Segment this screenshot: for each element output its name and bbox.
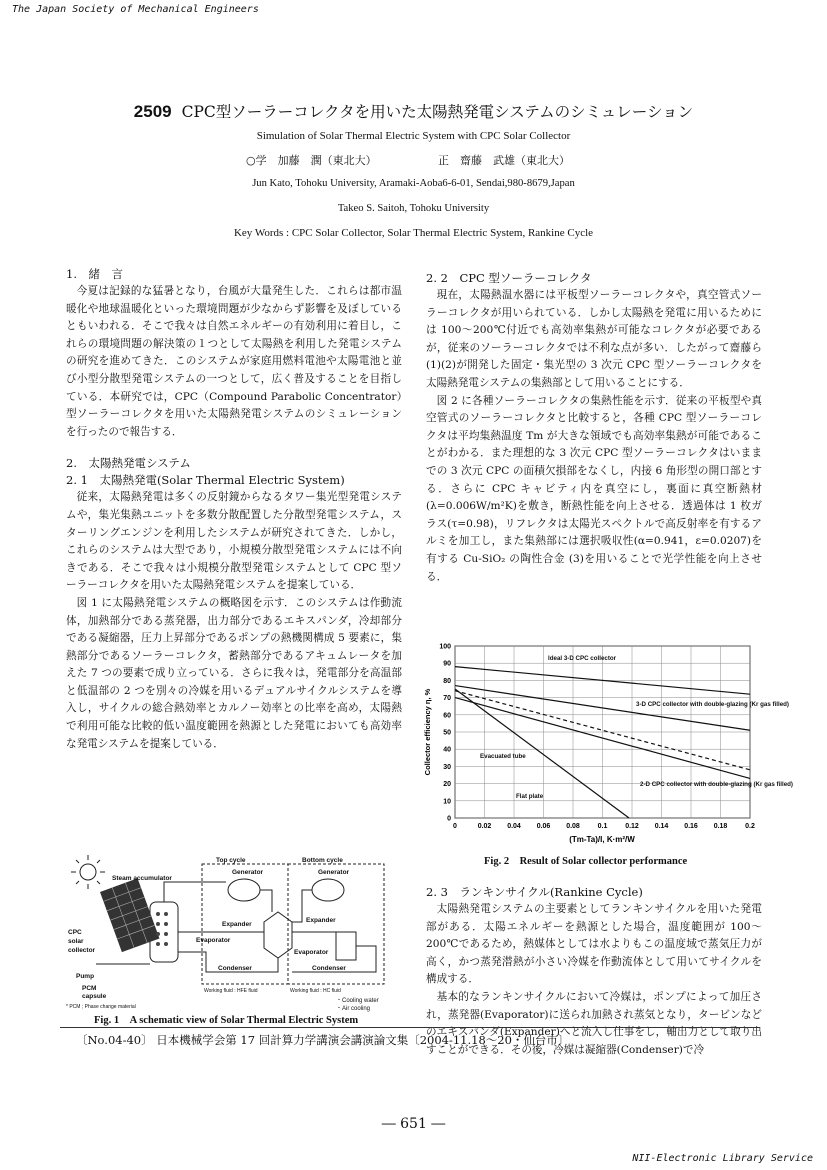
label-air-cooling: ・Air cooling (336, 1006, 371, 1012)
title-en: Simulation of Solar Thermal Electric System with CPC Solar Collector (256, 130, 571, 142)
label-steam-accumulator: Steam accumulator (112, 875, 172, 882)
heading-intro: 1. 緒 言 (66, 267, 123, 281)
y-tick-label: 70 (443, 695, 451, 703)
label-generator-bottom: Generator (318, 869, 350, 876)
footer-rule (60, 1027, 760, 1028)
journal-header: The Japan Society of Mechanical Engineers (12, 4, 259, 15)
x-tick-label: 0.04 (507, 823, 521, 830)
label-cpc-3: collector (68, 947, 96, 954)
sun-icon (80, 864, 96, 880)
author1: ○学 加藤 潤（東北大） (246, 154, 377, 167)
x-tick-label: 0.2 (745, 823, 755, 830)
x-tick-label: 0.16 (684, 823, 698, 830)
service-footer: NII-Electronic Library Service (632, 1153, 813, 1164)
x-tick-label: 0.12 (625, 823, 639, 830)
bottom-generator (312, 879, 344, 901)
label-bottom-cycle: Bottom cycle (302, 857, 343, 864)
y-tick-label: 90 (443, 660, 451, 668)
para-2-2a: 現在，太陽熱温水器には平板型ソーラーコレクタや，真空管式ソーラーコレクタが用いられている．しかし太陽熱を発電に用いるためには 100～200℃付近でも高効率集熱が可能なコレクタが必要であるが，従来のソーラーコレクタでは不利な点が多い．したがって齋藤ら (1)(2)が開発した固定・集光型の 3 次元 CPC 型ソーラーコレクタを太陽熱発電システムの集熱部として用いることにする． (426, 289, 762, 389)
y-tick-label: 80 (443, 677, 451, 685)
figure-2-caption: Fig. 2 Result of Solar collector performance (484, 856, 688, 867)
para-2-3b: 基本的なランキンサイクルにおいて冷媒は，ポンプによって加圧され，蒸発器(Evaporator)に送られ加熱され蒸気となり，タービンなどのエキスパンダ(Expander)へと流入し仕事をし，軸出力として取り出すことができる．その後，冷媒は凝縮器(Condenser)で冷 (426, 990, 762, 1056)
page-number: ― 651 ― (381, 1116, 446, 1132)
para-intro: 今夏は記録的な猛暑となり，台風が大量発生した．これらは都市温暖化や地球温暖化といった環境問題が少なからず影響を及ぼしているともいわれる．そこで我々は自然エネルギーの有効利用に着目し，これらの環境問題の解決策の１つとして太陽熱を利用した発電システムの研究を進めてきた．このシステムが家庭用燃料電池や太陽電池と並び小型分散型発電システムの一つとして，広く普及することを目指している．本研究では，CPC（Compound Parabolic Concentrator）型ソーラーコレクタを用いた太陽熱発電システムのシミュレーションを行ったので報告する． (66, 285, 402, 438)
y-tick-label: 40 (443, 746, 451, 754)
x-tick-label: 0.1 (597, 823, 608, 830)
label-pcm-2: capsule (82, 993, 107, 1000)
label-pump: Pump (76, 973, 95, 980)
y-tick-label: 30 (443, 763, 451, 771)
right-column-upper (426, 270, 762, 586)
affiliation-1: Jun Kato, Tohoku University, Aramaki-Aoba6-6-01, Sendai,980-8679,Japan (252, 178, 575, 189)
heading-2-1: 2. 1 太陽熱発電(Solar Thermal Electric System) (66, 473, 345, 488)
para-2-1b: 図 1 に太陽熱発電システムの概略図を示す．このシステムは作動流体，加熱部分である蒸発器，出力部分であるエキスパンダ，冷却部分である凝縮器，圧力上昇部分であるポンプの熱機関構成 5 要素に，集熱部分であるソーラーコレクタ，蓄熱部分であるアキュムレータを加えた 7 つの要素で成り立っている．さらに我々は，発電部分を高温部と低温部の 2 つを別々の冷媒を用いるデュアルサイクルシステムを導入し，サイクルの総合熱効率とカルノー効率との比率を高め，太陽熱で利用可能な比較的低い温度範囲を熱源とした発電においても高効率な発電システムを提案している． (66, 596, 402, 750)
y-axis-label: Collector efficiency η, % (423, 688, 432, 776)
x-tick-label: 0 (453, 823, 457, 830)
legend-ideal-3d-cpc: Ideal 3-D CPC collector (548, 655, 617, 662)
label-condenser-bottom: Condenser (312, 965, 346, 972)
heading-2-3: 2. 3 ランキンサイクル(Rankine Cycle) (426, 885, 643, 899)
label-expander-top: Expander (222, 921, 252, 928)
y-tick-label: 50 (443, 729, 451, 737)
label-pcm-1: PCM (82, 985, 97, 992)
keywords: Key Words : CPC Solar Collector, Solar Thermal Electric System, Rankine Cycle (233, 227, 594, 239)
label-cpc-2: solar (68, 938, 84, 945)
figure-1-caption: Fig. 1 A schematic view of Solar Thermal Electric System (94, 1015, 359, 1026)
paper-title (0, 100, 827, 122)
x-tick-label: 0.18 (713, 823, 728, 830)
label-wf-bottom: Working fluid : HC fluid (290, 988, 341, 994)
proceedings-footer: 〔No.04-40〕 日本機械学会第 17 回計算力学講演会講演論文集〔2004-11.18～20・仙台市〕 (76, 1033, 570, 1047)
heading-system: 2. 太陽熱発電システム (66, 456, 191, 471)
chart-grid (455, 646, 750, 818)
bottom-condenser (336, 932, 356, 960)
legend-evacuated-tube: Evacuated tube (480, 753, 526, 760)
pcm-capsules (156, 912, 168, 946)
y-tick-label: 0 (447, 815, 451, 823)
y-tick-label: 10 (443, 798, 451, 806)
label-top-cycle: Top cycle (216, 857, 246, 864)
top-generator (228, 879, 260, 901)
sun-rays-icon (71, 855, 105, 889)
x-tick-label: 0.14 (654, 823, 669, 830)
x-tick-label: 0.08 (566, 823, 580, 830)
title-ja: CPC型ソーラーコレクタを用いた太陽熱発電システムのシミュレーション (181, 103, 694, 121)
y-tick-label: 60 (443, 712, 451, 720)
label-wf-top: Working fluid : HFE fluid (204, 988, 258, 994)
heading-2-2: 2. 2 CPC 型ソーラーコレクタ (426, 271, 592, 285)
y-tick-label: 100 (439, 643, 451, 651)
label-cooling-water: ・Cooling water (336, 998, 379, 1004)
label-cpc-1: CPC (68, 929, 82, 936)
x-tick-label: 0.02 (477, 823, 492, 830)
label-evaporator-bottom: Evaporator (294, 949, 329, 956)
label-generator-top: Generator (232, 869, 264, 876)
y-tick-label: 20 (443, 781, 451, 789)
x-axis-label: (Tm-Ta)/I, K·m²/W (569, 835, 635, 844)
label-condenser-top: Condenser (218, 965, 252, 972)
cpc-collector-panel (100, 878, 159, 952)
paper-number: 2509 (133, 102, 172, 121)
label-pcm-note: * PCM ; Phase change material (66, 1004, 136, 1010)
para-2-1a: 従来，太陽熱発電は多くの反射鏡からなるタワー集光型発電システムや，集光集熱ユニットを多数分散配置した分散型発電システム，スターリングエンジンを利用したシステムが研究されてきた．しかし，これらのシステムは大型であり，小規模分散型発電システムには不向きである．そこで我々は小規模分散型発電システムとして CPC 型ソーラーコレクタを用いた太陽熱発電システムを提案している． (66, 491, 402, 592)
figure-1-schematic (66, 852, 412, 1012)
legend-2d-cpc: 2-D CPC collector with double-glazing (Kr gas filled) (640, 781, 793, 788)
affiliation-2: Takeo S. Saitoh, Tohoku University (337, 203, 490, 214)
author2: 正 齋藤 武雄（東北大） (438, 154, 570, 167)
figure-2-chart (420, 640, 793, 845)
para-2-2b: 図 2 に各種ソーラーコレクタの集熱性能を示す．従来の平板型や真空管式のソーラーコレクタと比較すると，各種 CPC 型ソーラーコレクタは平均集熱温度 Tm が大きな領域でも高効率集熱が可能であることがわかる．また理想的な 3 次元 CPC 型ソーラーコレクタはいままでの 3 次元 CPC の面積欠損部をなくし，内接 6 角形型の開口部とする．さらに CPC キャビティ内を真空にし，裏面に真空断熱材(λ=0.006W/m²K)を敷き，断熱性能を向上させる．透過体は 1 枚ガラス(τ=0.98)，リフレクタは太陽光スペクトルで高反射率を有するアルミを加工し，また集熱部には選択吸収性(α=0.941，ε=0.0207)を有する Cu-SiO₂ の陶性合金 (3)を用いることで光学性能を向上させる． (426, 394, 762, 583)
left-column (66, 266, 402, 753)
para-2-3a: 太陽熱発電システムの主要素としてランキンサイクルを用いた発電部がある．太陽エネルギーを熱源とした場合，温度範囲が 100～200℃であるため，熱媒体としては水よりもこの温度域で蒸気圧力が高く，かつ蒸発潜熱が小さい冷媒を作動流体として用いてサイクルを構成する． (426, 903, 762, 986)
label-expander-bottom: Expander (306, 917, 336, 924)
legend-3d-cpc: 3-D CPC collector with double-glazing (Kr gas filled) (636, 701, 789, 708)
x-tick-label: 0.06 (536, 823, 551, 830)
label-evaporator-top: Evaporator (196, 937, 231, 944)
legend-flat-plate: Flat plate (516, 793, 544, 800)
